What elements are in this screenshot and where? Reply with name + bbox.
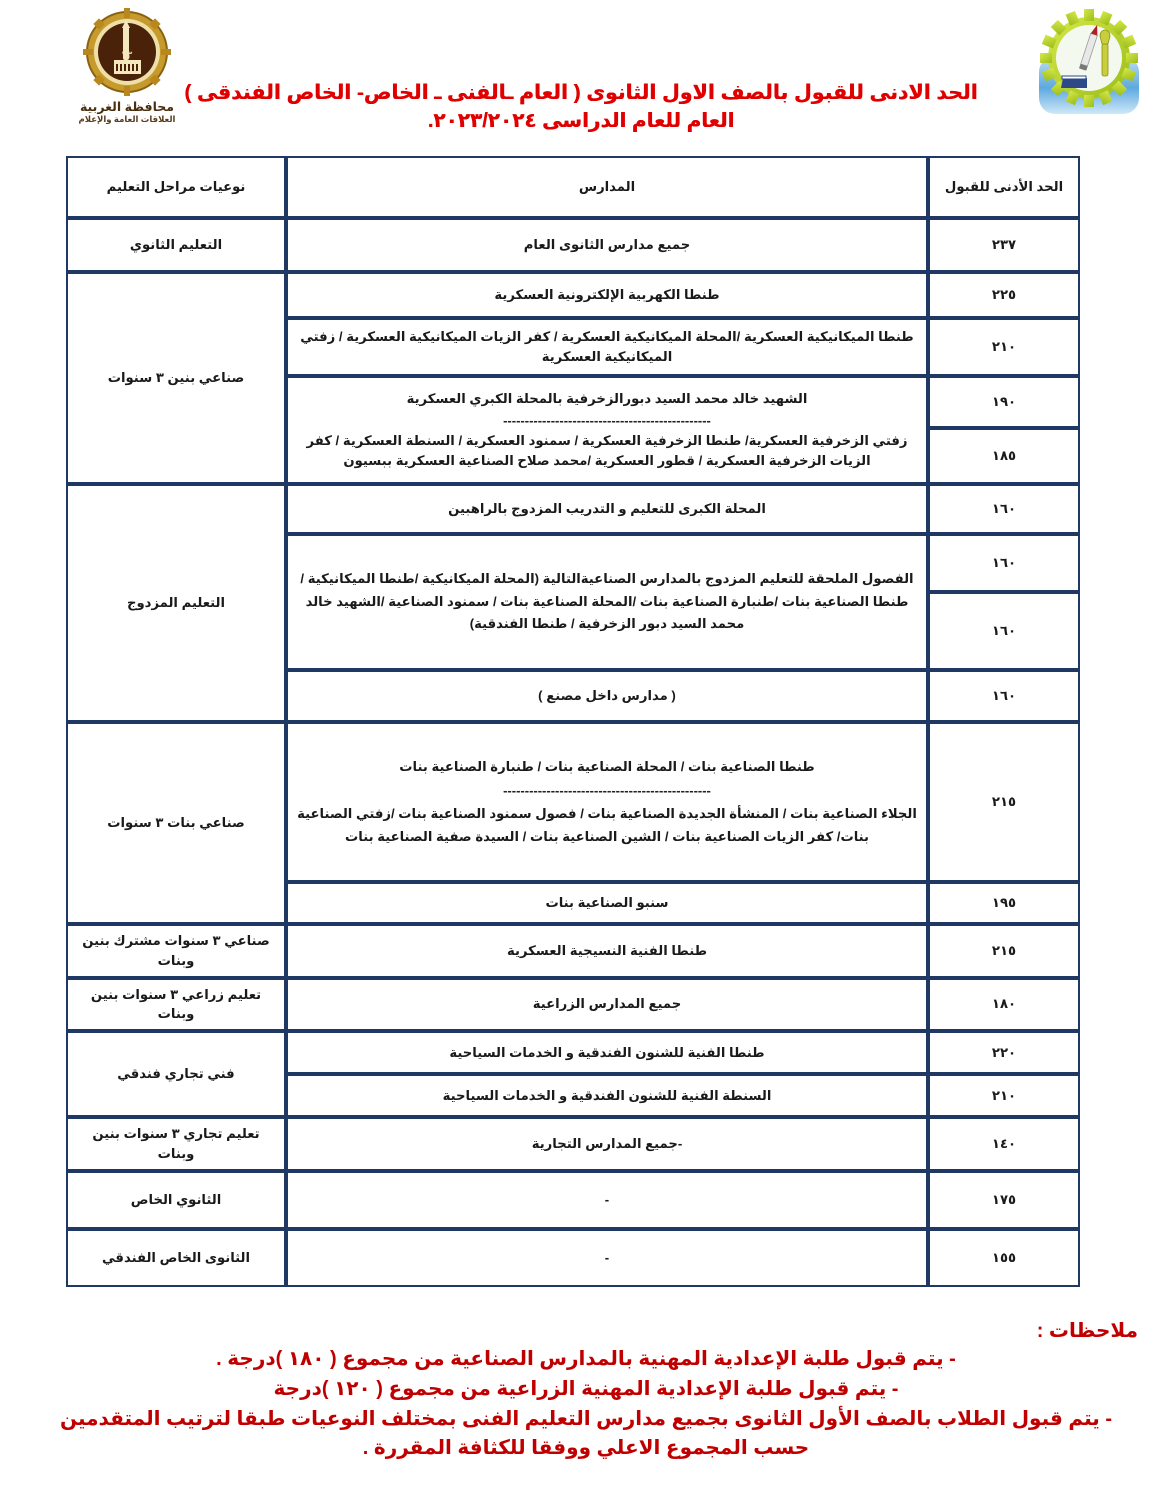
table-row <box>66 1117 1080 1171</box>
table-row <box>66 1031 1080 1074</box>
table-row <box>66 1171 1080 1229</box>
cell-min-value: ١٥٥ <box>928 1229 1080 1287</box>
school-line-primary: طنطا الصناعية بنات / المحلة الصناعية بنات / طنبارة الصناعية بنات <box>399 758 815 774</box>
cell-education-type: الثانوى الخاص الفندقي <box>66 1229 286 1287</box>
cell-school: السنطة الفنية للشنون الفندقية و الخدمات السياحية <box>286 1074 928 1117</box>
title-line-2: العام للعام الدراسى ٢٠٢٣/٢٠٢٤. <box>427 110 735 133</box>
notes-section <box>34 1318 1138 1464</box>
school-dash-divider: ------------------------------------------------ <box>503 783 711 799</box>
cell-min-value: ٢١٥ <box>928 924 1080 978</box>
cell-min-value: ٢١٥ <box>928 722 1080 882</box>
cell-min-value: ١٦٠ <box>928 534 1080 592</box>
cell-education-type: صناعي ٣ سنوات مشترك بنين وبنات <box>66 924 286 978</box>
cell-min-value: ٢٢٠ <box>928 1031 1080 1074</box>
cell-school: الفصول الملحقة للتعليم المزدوج بالمدارس الصناعيةالتالية (المحلة الميكانيكية /طنطا الميكانيكية / طنطا الصناعية بنات /طنبارة الصناعية بنات /المحلة الصناعية بنات / سمنود الصناعية /الشهيد خالد محمد السيد دبور الزخرفية / طنطا الفندقية) <box>286 534 928 670</box>
cell-school: طنطا الفنية النسيجية العسكرية <box>286 924 928 978</box>
gharbia-logo-subcaption: العلاقات العامة والإعلام <box>78 114 176 125</box>
table-row <box>66 924 1080 978</box>
cell-min-value: ١٩٠ <box>928 376 1080 428</box>
table-row <box>66 218 1080 272</box>
cell-school: ( مدارس داخل مصنع ) <box>286 670 928 722</box>
school-line-primary: الشهيد خالد محمد السيد دبورالزخرفية بالمحلة الكبري العسكرية <box>406 391 808 407</box>
cell-min-value: ١٦٠ <box>928 670 1080 722</box>
admission-table-wrapper <box>66 156 1080 1287</box>
cell-min-value: ١٨٥ <box>928 428 1080 484</box>
cell-school: طنطا الكهربية الإلكترونية العسكرية <box>286 272 928 318</box>
document-header <box>0 0 1172 150</box>
cell-school: - <box>286 1171 928 1229</box>
note-item: - يتم قبول الطلاب بالصف الأول الثانوى بجميع مدارس التعليم الفنى بمختلف النوعيات طبقا لترتيب المتقدمين <box>60 1408 1112 1430</box>
page-title <box>150 78 1012 136</box>
cell-min-value: ١٦٠ <box>928 484 1080 534</box>
school-dash-divider: ------------------------------------------------ <box>503 412 711 428</box>
cell-min-value: ١٧٥ <box>928 1171 1080 1229</box>
cell-school <box>286 376 928 484</box>
cell-school <box>286 722 928 882</box>
cell-education-type: تعليم تجاري ٣ سنوات بنين وبنات <box>66 1117 286 1171</box>
cell-education-type: صناعي بنين ٣ سنوات <box>66 272 286 484</box>
cell-education-type: فني تجاري فندقي <box>66 1031 286 1117</box>
cell-min-value: ٢١٠ <box>928 1074 1080 1117</box>
gharbia-logo-caption: محافظة الغربية <box>79 100 175 114</box>
cell-min-value: ١٨٠ <box>928 978 1080 1032</box>
table-row <box>66 484 1080 534</box>
note-item-continuation: حسب المجموع الاعلي ووفقا للكثافة المقررة . <box>362 1437 810 1460</box>
gear-tools-icon <box>1033 8 1145 128</box>
school-line-secondary: الجلاء الصناعية بنات / المنشأة الجديدة الصناعية بنات / فصول سمنود الصناعية بنات /زفتي الصناعية بنات/ كفر الزيات الصناعية بنات / الشين الصناعية بنات / السيدة صفية الصناعية بنات <box>297 806 917 844</box>
note-item: - يتم قبول طلبة الإعدادية المهنية بالمدارس الصناعية من مجموع ( ١٨٠ )درجة . <box>216 1348 956 1370</box>
cell-min-value: ١٤٠ <box>928 1117 1080 1171</box>
table-header-row <box>66 156 1080 218</box>
svg-text:٢٣: ٢٣ <box>121 50 133 61</box>
cell-school: - <box>286 1229 928 1287</box>
table-row <box>66 978 1080 1032</box>
school-line-secondary: زفتي الزخرفية العسكرية/ طنطا الزخرفية العسكرية / سمنود العسكرية / السنطة العسكرية / كفر الزيات الزخرفية العسكرية / قطور العسكرية /محمد صلاح الصناعية العسكرية ببسيون <box>306 433 908 469</box>
cell-min-value: ٢١٠ <box>928 318 1080 376</box>
table-row <box>66 272 1080 318</box>
column-header-schools: المدارس <box>286 156 928 218</box>
table-row <box>66 722 1080 882</box>
cell-school: طنطا الفنية للشنون الفندقية و الخدمات السياحية <box>286 1031 928 1074</box>
column-header-education-types: نوعيات مراحل التعليم <box>66 156 286 218</box>
minimum-admission-table <box>66 156 1080 1287</box>
cell-min-value: ٢٢٥ <box>928 272 1080 318</box>
cell-school: المحلة الكبرى للتعليم و التدريب المزدوج بالراهبين <box>286 484 928 534</box>
cell-school: -جميع المدارس التجارية <box>286 1117 928 1171</box>
cell-education-type: التعليم الثانوي <box>66 218 286 272</box>
note-item: - يتم قبول طلبة الإعدادية المهنية الزراعية من مجموع ( ١٢٠ )درجة <box>273 1378 899 1400</box>
cell-school: جميع مدارس الثانوى العام <box>286 218 928 272</box>
cell-education-type: التعليم المزدوج <box>66 484 286 722</box>
notes-label: ملاحظات : <box>1036 1320 1138 1342</box>
cell-min-value: ٢٣٧ <box>928 218 1080 272</box>
cell-school: طنطا الميكانيكية العسكرية /المحلة الميكانيكية العسكرية / كفر الزيات الميكانيكية العسكرية / زفتي الميكانيكية العسكرية <box>286 318 928 376</box>
cell-min-value: ١٩٥ <box>928 882 1080 924</box>
cell-education-type: صناعي بنات ٣ سنوات <box>66 722 286 924</box>
table-row <box>66 1229 1080 1287</box>
cell-school: جميع المدارس الزراعية <box>286 978 928 1032</box>
cell-school: سنبو الصناعية بنات <box>286 882 928 924</box>
column-header-min-accept: الحد الأدنى للقبول <box>928 156 1080 218</box>
technical-education-logo <box>1024 8 1154 133</box>
cell-min-value: ١٦٠ <box>928 592 1080 670</box>
title-line-1: الحد الادنى للقبول بالصف الاول الثانوى ( العام ـالفنى ـ الخاص- الخاص الفندقى ) <box>184 81 978 104</box>
cell-education-type: تعليم زراعي ٣ سنوات بنين وبنات <box>66 978 286 1032</box>
cell-education-type: الثانوي الخاص <box>66 1171 286 1229</box>
